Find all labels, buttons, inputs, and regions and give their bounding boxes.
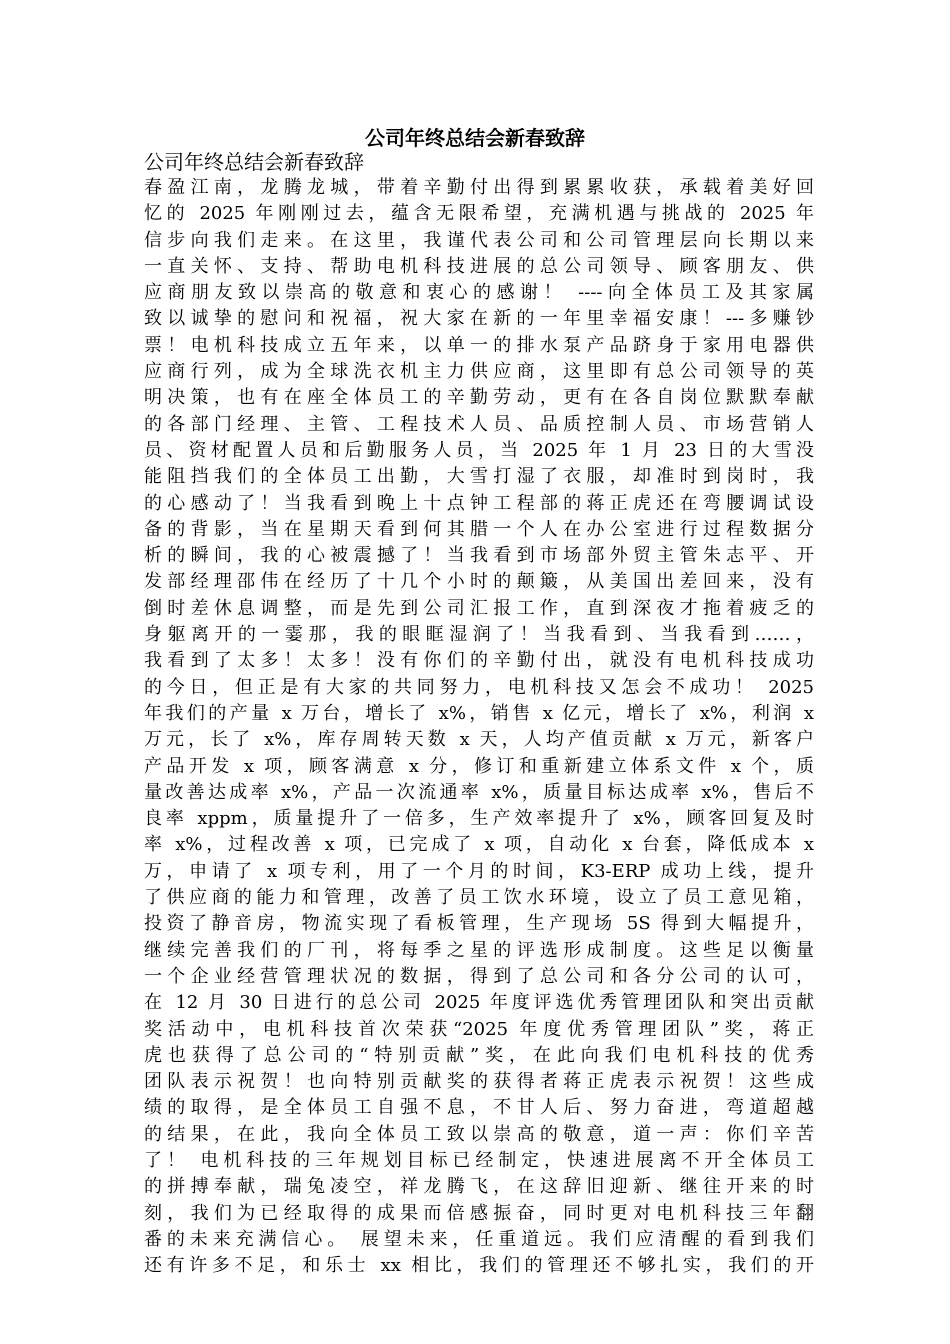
body-text-line: 继续完善我们的厂刊，将每季之星的评选形成制度。这些足以衡量 <box>144 939 814 961</box>
body-text-line: 应商朋友致以崇高的敬意和衷心的感谢！ ----向全体员工及其家属 <box>144 282 814 304</box>
body-text-line: 致以诚挚的慰问和祝福，祝大家在新的一年里幸福安康！---多赚钞 <box>144 308 814 330</box>
body-text-line: 在 12 月 30 日进行的总公司 2025 年度评选优秀管理团队和突出贡献 <box>144 992 814 1014</box>
body-text-line: 奖活动中，电机科技首次荣获“2025 年度优秀管理团队”奖，蒋正 <box>144 1018 814 1040</box>
body-text-line: 番的未来充满信心。 展望未来，任重道远。我们应清醒的看到我们 <box>144 1228 814 1250</box>
body-text-line: 虎也获得了总公司的“特别贡献”奖，在此向我们电机科技的优秀 <box>144 1044 814 1066</box>
body-text-line: 绩的取得，是全体员工自强不息，不甘人后、努力奋进，弯道超越 <box>144 1097 814 1119</box>
document-title: 公司年终总结会新春致辞 <box>365 126 585 150</box>
body-text-line: 明决策，也有在座全体员工的辛勤劳动，更有在各自岗位默默奉献 <box>144 387 814 409</box>
body-text-line: 还有许多不足，和乐士 xx 相比，我们的管理还不够扎实，我们的开 <box>144 1255 814 1277</box>
body-text-line: 年我们的产量 x 万台，增长了 x%，销售 x 亿元，增长了 x%，利润 x <box>144 702 814 724</box>
body-text-line: 春盈江南，龙腾龙城，带着辛勤付出得到累累收获，承载着美好回 <box>144 177 814 198</box>
body-text-line: 能阻挡我们的全体员工出勤，大雪打湿了衣服，却准时到岗时，我 <box>144 466 814 488</box>
body-text-line: 身躯离开的一霎那，我的眼眶湿润了！当我看到、当我看到……， <box>144 624 814 646</box>
body-text-line: 的各部门经理、主管、工程技术人员、品质控制人员、市场营销人 <box>144 413 814 435</box>
body-text-line: 倒时差休息调整，而是先到公司汇报工作，直到深夜才拖着疲乏的 <box>144 597 814 619</box>
body-text-line: 忆的 2025 年刚刚过去，蕴含无限希望，充满机遇与挑战的 2025 年 <box>144 203 814 225</box>
body-text-line: 的心感动了！当我看到晚上十点钟工程部的蒋正虎还在弯腰调试设 <box>144 492 814 514</box>
body-text-line: 了！ 电机科技的三年规划目标已经制定，快速进展离不开全体员工 <box>144 1149 814 1171</box>
document-body <box>144 175 814 1279</box>
body-text-line: 析的瞬间，我的心被震撼了！当我看到市场部外贸主管朱志平、开 <box>144 545 814 567</box>
body-text-line: 产品开发 x 项，顾客满意 x 分，修订和重新建立体系文件 x 个，质 <box>144 755 814 777</box>
body-text-line: 员、资材配置人员和后勤服务人员，当 2025 年 1 月 23 日的大雪没 <box>144 439 814 461</box>
body-text-line: 团队表示祝贺！也向特别贡献奖的获得者蒋正虎表示祝贺！这些成 <box>144 1071 814 1093</box>
body-text-line: 了供应商的能力和管理，改善了员工饮水环境，设立了员工意见箱， <box>144 887 814 909</box>
body-text-line: 良率 xppm，质量提升了一倍多，生产效率提升了 x%，顾客回复及时 <box>144 808 814 830</box>
body-text-line: 万元，长了 x%，库存周转天数 x 天，人均产值贡献 x 万元，新客户 <box>144 729 814 751</box>
body-text-line: 万，申请了 x 项专利，用了一个月的时间，K3-ERP 成功上线，提升 <box>144 860 814 882</box>
body-text-line: 备的背影，当在星期天看到何其腊一个人在办公室进行过程数据分 <box>144 518 814 540</box>
body-text-line: 刻，我们为已经取得的成果而倍感振奋，同时更对电机科技三年翻 <box>144 1202 814 1224</box>
body-text-line: 的拼搏奉献，瑞兔凌空，祥龙腾飞，在这辞旧迎新、继往开来的时 <box>144 1176 814 1198</box>
body-text-line: 的结果，在此，我向全体员工致以崇高的敬意，道一声：你们辛苦 <box>144 1123 814 1145</box>
body-text-line: 票！电机科技成立五年来，以单一的排水泵产品跻身于家用电器供 <box>144 334 814 356</box>
body-text-line: 信步向我们走来。在这里，我谨代表公司和公司管理层向长期以来 <box>144 229 814 251</box>
body-text-line: 投资了静音房，物流实现了看板管理，生产现场 5S 得到大幅提升， <box>144 913 814 935</box>
body-text-line: 的今日，但正是有大家的共同努力，电机科技又怎会不成功！ 2025 <box>144 676 814 698</box>
body-text-line: 应商行列，成为全球洗衣机主力供应商，这里即有总公司领导的英 <box>144 361 814 383</box>
document-subtitle: 公司年终总结会新春致辞 <box>144 150 364 174</box>
body-text-line: 率 x%，过程改善 x 项，已完成了 x 项，自动化 x 台套，降低成本 x <box>144 834 814 856</box>
body-text-line: 量改善达成率 x%，产品一次流通率 x%，质量目标达成率 x%，售后不 <box>144 781 814 803</box>
body-text-line: 一个企业经营管理状况的数据，得到了总公司和各分公司的认可， <box>144 965 814 987</box>
body-text-line: 发部经理邵伟在经历了十几个小时的颠簸，从美国出差回来，没有 <box>144 571 814 593</box>
body-text-line: 我看到了太多！太多！没有你们的辛勤付出，就没有电机科技成功 <box>144 650 814 672</box>
body-text-line: 一直关怀、支持、帮助电机科技进展的总公司领导、顾客朋友、供 <box>144 255 814 277</box>
